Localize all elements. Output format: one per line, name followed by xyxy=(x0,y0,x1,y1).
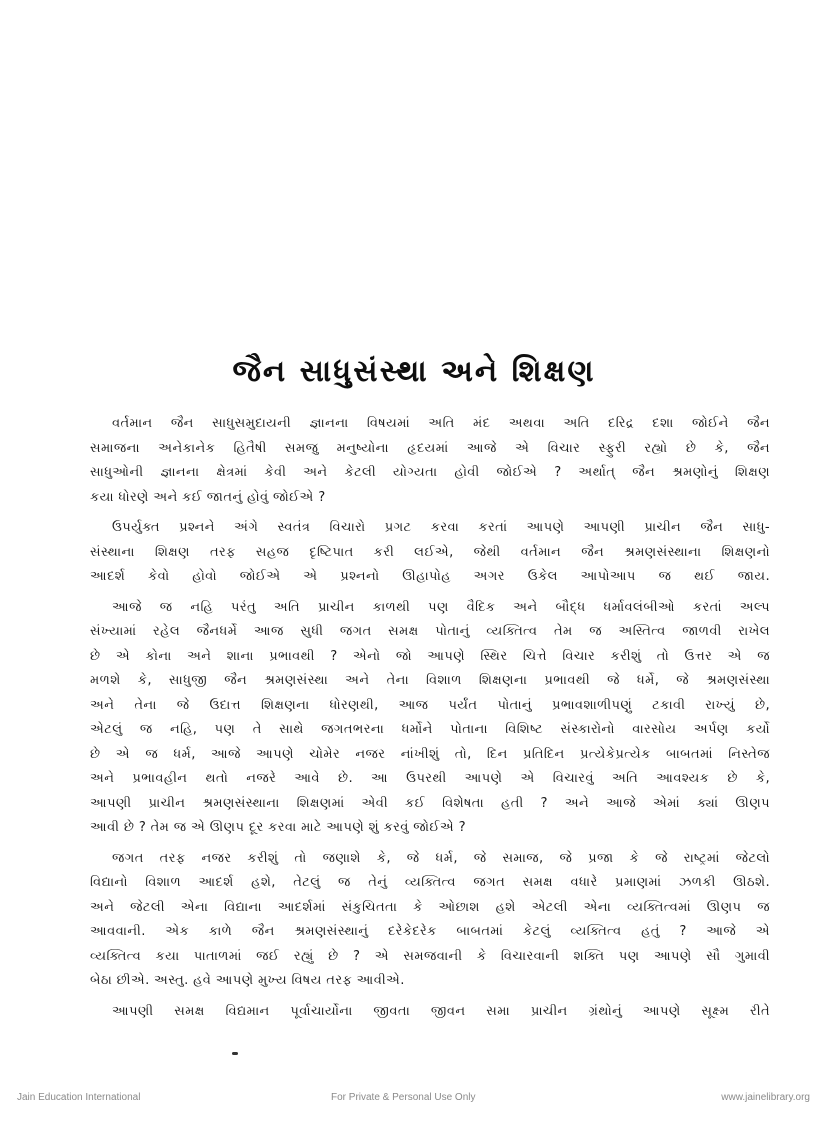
text-line: સંસ્થાના શિક્ષણ તરફ સહજ દૃષ્ટિપાત કરી લઈએ, જેથી વર્તમાન જૈન શ્રમણસંસ્થાના શિક્ષણનો xyxy=(90,544,770,560)
text-line: અને પ્રભાવહીન થતો નજરે આવે છે. આ ઉપરથી આપણે એ વિચારવું અતિ આવશ્યક છે કે, xyxy=(90,771,770,786)
footer-website-link[interactable]: www.jainelibrary.org xyxy=(721,1092,810,1103)
text-line: છે એ કોના અને શાના પ્રભાવથી ? એનો જો આપણે સ્થિર ચિત્તે વિચાર કરીશું તો ઉત્તર એ જ xyxy=(90,648,770,664)
text-line: આવી છે ? તેમ જ એ ઊણપ દૂર કરવા માટે આપણે શું કરવું જોઈએ ? xyxy=(90,820,466,835)
text-line: આવવાની. એક કાળે જૈન શ્રમણસંસ્થાનું દરેકેદરેક બાબતમાં કેટલું વ્યક્તિત્વ હતું ? આજે એ xyxy=(90,924,770,939)
text-line: બેઠા છીએ. અસ્તુ. હવે આપણે મુખ્ય વિષય તરફ આવીએ. xyxy=(90,973,405,988)
paragraph-4 xyxy=(90,847,770,994)
page-footer xyxy=(0,1092,828,1112)
paragraph-1 xyxy=(90,412,770,510)
scan-smudge xyxy=(232,1052,238,1055)
text-line: છે એ જ ધર્મ, આજે આપણે ચોમેર નજર નાંખીશું તો, દિન પ્રતિદિન પ્રત્યેકેપ્રત્યેક બાબતમાં નિસ્તેજ xyxy=(90,746,770,762)
text-line: મળશે કે, સાધુજી જૈન શ્રમણસંસ્થા અને તેના વિશાળ શિક્ષણના પ્રભાવથી જે ધર્મે, જે શ્રમણસંસ્થા xyxy=(90,673,770,688)
page-title: જૈન સાધુસંસ્થા અને શિક્ષણ xyxy=(232,354,596,389)
text-line: અને તેના જે ઉદાત્ત શિક્ષણના ધોરણથી, આજ પર્યંત પોતાનું પ્રભાવશાળીપણું ટકાવી રાખ્યું છે, xyxy=(90,697,770,713)
text-line: સંખ્યામાં રહેલ જૈનધર્મે આજ સુધી જગત સમક્ષ પોતાનું વ્યક્તિત્વ તેમ જ અસ્તિત્વ જાળવી રાખેલ xyxy=(90,624,770,639)
text-line: ઉપર્યુક્ત પ્રશ્નને અંગે સ્વતંત્ર વિચારો પ્રગટ કરવા કરતાં આપણે આપણી પ્રાચીન જૈન સાધુ- xyxy=(112,520,770,535)
paragraph-3 xyxy=(90,596,770,841)
text-line: આજે જ નહિ પરંતુ અતિ પ્રાચીન કાળથી પણ વૈદિક અને બૌદ્ધ ધર્માવલંબીઓ કરતાં અલ્પ xyxy=(112,599,770,615)
paragraph-2 xyxy=(90,516,770,590)
text-line: એટલું જ નહિ, પણ તે સાથે જગતભરના ધર્મોને પોતાના વિશિષ્ટ સંસ્કારોનો વારસોય અર્પણ કર્યો xyxy=(90,722,770,737)
paragraph-5 xyxy=(90,1000,770,1025)
text-line: વર્તમાન જૈન સાધુસમુદાયની જ્ઞાનના વિષયમાં અતિ મંદ અથવા અતિ દરિદ્ર દશા જોઈને જૈન xyxy=(112,416,770,431)
text-line: જગત તરફ નજર કરીશું તો જણાશે કે, જે ધર્મ, જે સમાજ, જે પ્રજા કે જે રાષ્ટ્રમાં જેટલો xyxy=(112,850,770,866)
text-line: વ્યક્તિત્વ કયા પાતાળમાં જઈ રહ્યું છે ? એ સમજવાની કે વિચારવાની શક્તિ પણ આપણે સૌ ગુમાવી xyxy=(90,948,770,964)
text-line: અને જેટલી એના વિદ્યાના આદર્શમાં સંકુચિતતા કે ઓછાશ હશે એટલી એના વ્યક્તિત્વમાં ઊણપ જ xyxy=(90,899,770,915)
footer-publisher: Jain Education International xyxy=(17,1092,141,1103)
text-line: વિદ્યાનો વિશાળ આદર્શ હશે, તેટલું જ તેનું વ્યક્તિત્વ જગત સમક્ષ વધારે પ્રમાણમાં ઝળકી ઊઠશે. xyxy=(90,875,770,890)
text-line: સાધુઓની જ્ઞાનના ક્ષેત્રમાં કેવી અને કેટલી યોગ્યતા હોવી જોઈએ ? અર્થાત્ જૈન શ્રમણોનું શિક્ષણ xyxy=(90,465,770,480)
text-line: આપણી પ્રાચીન શ્રમણસંસ્થાના શિક્ષણમાં એવી કઈ વિશેષતા હતી ? અને આજે એમાં ક્યાં ઊણપ xyxy=(90,795,770,811)
footer-usage-note: For Private & Personal Use Only xyxy=(331,1092,476,1103)
text-line: આપણી સમક્ષ વિદ્યમાન પૂર્વાચાર્યોના જીવતા જીવન સમા પ્રાચીન ગ્રંથોનું આપણે સૂક્ષ્મ રીતે xyxy=(112,1003,770,1019)
text-line: આદર્શ કેવો હોવો જોઈએ એ પ્રશ્નનો ઊહાપોહ અગર ઉકેલ આપોઆપ જ થઈ જાય. xyxy=(90,569,770,584)
article-body xyxy=(90,412,770,1030)
text-line: સમાજના અનેકાનેક હિતૈષી સમજુ મનુષ્યોના હૃદયમાં આજે એ વિચાર સ્ફુરી રહ્યો છે કે, જૈન xyxy=(90,440,770,456)
text-line: કયા ધોરણે અને કઈ જાતનું હોવું જોઈએ ? xyxy=(90,489,326,505)
